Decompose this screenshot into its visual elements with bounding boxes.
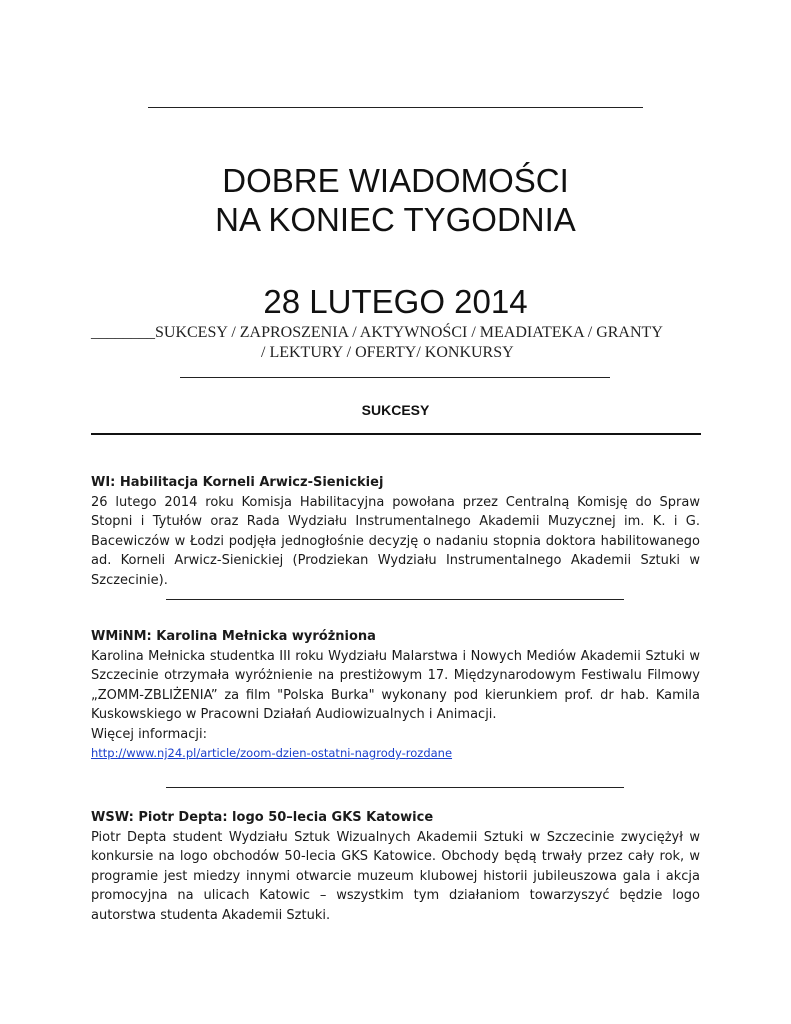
section-heading: SUKCESY (361, 402, 430, 418)
top-divider (148, 107, 643, 108)
section-underline (91, 433, 701, 435)
article-title: WSW: Piotr Depta: logo 50–lecia GKS Katowice (91, 810, 434, 825)
article-body: Karolina Mełnicka studentka III roku Wydziału Malarstwa i Nowych Mediów Akademii Sztuki w Szczecinie otrzymała wyróżnienie na prestiżowym 17. Międzynarodowym Festiwalu Filmowy „ZOMM-ZBLIŻENIA” za film "Polska Burka" wykonany pod kierunkiem prof. dr hab. Kamila Kuskowskiego w Pracowni Działań Audiowizualnych i Animacji. (91, 648, 700, 722)
category-nav-line2: / LEKTURY / OFERTY/ KONKURSY (261, 344, 514, 361)
more-info-label: Więcej informacji: (91, 726, 207, 742)
category-nav-line1: ________SUKCESY / ZAPROSZENIA / AKTYWNOŚCI / MEADIATEKA / GRANTY (91, 324, 663, 341)
article-divider (166, 599, 624, 600)
nav-divider (180, 377, 610, 378)
more-info-link[interactable]: http://www.nj24.pl/article/zoom-dzien-ostatni-nagrody-rozdane (91, 746, 453, 760)
page-title-line2: NA KONIEC TYGODNIA (215, 201, 576, 238)
article-body: Piotr Depta student Wydziału Sztuk Wizualnych Akademii Sztuki w Szczecinie zwyciężył w konkursie na logo obchodów 50-lecia GKS Katowice. Obchody będą trwały przez cały rok, w programie jest miedzy innymi otwarcie muzeum klubowej historii jubileuszowa gala i akcja promocyjna na ulicach Katowic – wszystkim tym działaniom towarzyszyć będzie logo autorstwa studenta Akademii Sztuki. (91, 829, 700, 923)
article-divider (166, 787, 624, 788)
page-title-line1: DOBRE WIADOMOŚCI (222, 162, 569, 199)
article-habilitation (91, 473, 700, 590)
article-logo (91, 808, 700, 925)
article-title: WMiNM: Karolina Mełnicka wyróżniona (91, 629, 376, 644)
article-award (91, 627, 700, 764)
issue-date: 28 LUTEGO 2014 (263, 283, 528, 320)
article-body: 26 lutego 2014 roku Komisja Habilitacyjna powołana przez Centralną Komisję do Spraw Stopni i Tytułów oraz Rada Wydziału Instrumentalnego Akademii Muzycznej im. K. i G. Bacewiczów w Łodzi podjęła jednogłośnie decyzję o nadaniu stopnia doktora habilitowanego ad. Korneli Arwicz-Sienickiej (Prodziekan Wydziału Instrumentalnego Akademii Sztuki w Szczecinie). (91, 494, 700, 588)
article-title: WI: Habilitacja Korneli Arwicz-Sienickiej (91, 475, 384, 490)
